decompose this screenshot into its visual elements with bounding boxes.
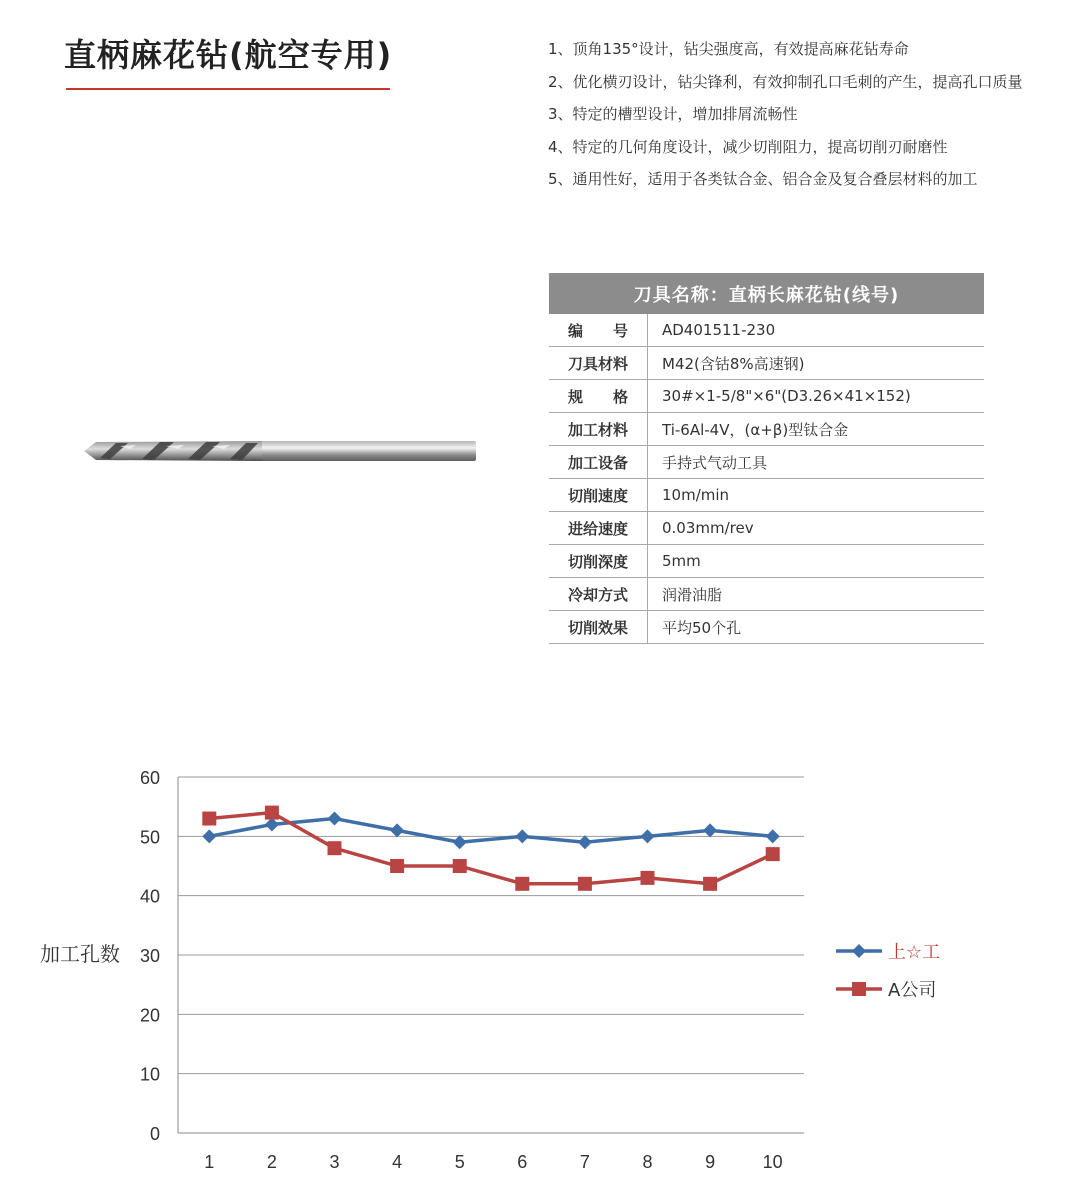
spec-row	[549, 347, 984, 380]
x-tick-label: 5	[454, 1152, 465, 1172]
feature-item: 2、优化横刃设计，钻尖锋利，有效抑制孔口毛刺的产生，提高孔口质量	[548, 72, 1023, 91]
data-point-diamond	[390, 823, 404, 837]
data-point-diamond	[515, 829, 529, 843]
legend-label: A公司	[888, 980, 937, 1001]
x-tick-label: 3	[329, 1152, 340, 1172]
x-tick-label: 10	[762, 1152, 783, 1172]
spec-table	[549, 273, 984, 644]
x-tick-label: 6	[517, 1152, 528, 1172]
data-point-square	[453, 859, 467, 873]
data-point-square	[578, 877, 592, 891]
y-tick-label: 60	[139, 768, 160, 788]
data-point-square	[641, 871, 655, 885]
spec-value: 5mm	[648, 545, 985, 578]
data-point-diamond	[703, 823, 717, 837]
twist-drill-icon	[80, 434, 480, 468]
data-point-diamond	[202, 829, 216, 843]
legend-marker-square	[852, 982, 866, 996]
spec-value: AD401511-230	[648, 314, 985, 347]
spec-label: 切削深度	[549, 545, 648, 578]
spec-value: 手持式气动工具	[648, 446, 985, 479]
spec-value: M42(含钴8%高速钢)	[648, 347, 985, 380]
spec-table-header: 刀具名称：直柄长麻花钻(线号)	[549, 273, 984, 314]
spec-label: 切削效果	[549, 611, 648, 644]
feature-list	[548, 36, 1023, 199]
series-line	[209, 819, 772, 843]
data-point-diamond	[453, 835, 467, 849]
y-tick-label: 40	[139, 886, 160, 907]
spec-row	[549, 314, 984, 347]
y-axis-label: 加工孔数	[40, 942, 120, 966]
y-tick-label: 0	[149, 1124, 160, 1144]
feature-item: 1、顶角135°设计，钻尖强度高，有效提高麻花钻寿命	[548, 40, 909, 58]
y-tick-label: 10	[139, 1064, 160, 1085]
spec-value: 平均50个孔	[648, 611, 985, 644]
data-point-diamond	[766, 829, 780, 843]
drill-shank	[258, 441, 476, 461]
spec-label: 规 格	[549, 380, 648, 413]
x-tick-label: 7	[579, 1152, 590, 1172]
spec-row	[549, 380, 984, 413]
data-point-square	[515, 877, 529, 891]
data-point-square	[390, 859, 404, 873]
data-point-square	[766, 847, 780, 861]
series-line	[209, 813, 772, 884]
spec-value: 30#×1-5/8"×6"(D3.26×41×152)	[648, 380, 985, 413]
y-tick-label: 30	[139, 946, 160, 966]
x-tick-label: 2	[266, 1152, 277, 1172]
spec-row	[549, 611, 984, 644]
data-point-square	[202, 812, 216, 826]
comparison-chart	[0, 740, 1080, 1186]
x-tick-label: 1	[204, 1152, 215, 1172]
feature-item: 4、特定的几何角度设计，减少切削阻力，提高切削刃耐磨性	[548, 137, 948, 156]
data-point-square	[328, 841, 342, 855]
spec-row	[549, 413, 984, 446]
spec-value: Ti-6Al-4V，(α+β)型钛合金	[648, 413, 985, 446]
title-underline	[66, 88, 390, 90]
spec-row	[549, 479, 984, 512]
x-tick-label: 8	[642, 1152, 653, 1172]
spec-label: 切削速度	[549, 479, 648, 512]
feature-item: 3、特定的槽型设计，增加排屑流畅性	[548, 105, 798, 124]
spec-label: 加工材料	[549, 413, 648, 446]
spec-value: 10m/min	[648, 479, 985, 512]
spec-label: 冷却方式	[549, 578, 648, 611]
data-point-diamond	[578, 835, 592, 849]
data-point-diamond	[328, 812, 342, 826]
feature-item: 5、通用性好，适用于各类钛合金、铝合金及复合叠层材料的加工	[548, 170, 978, 189]
spec-row	[549, 446, 984, 479]
data-point-square	[265, 806, 279, 820]
x-tick-label: 4	[392, 1152, 403, 1172]
spec-value: 润滑油脂	[648, 578, 985, 611]
y-tick-label: 20	[139, 1005, 160, 1026]
data-point-square	[703, 877, 717, 891]
line-chart	[0, 740, 1080, 1186]
legend-marker-diamond	[852, 944, 866, 958]
spec-row	[549, 578, 984, 611]
spec-label: 编 号	[549, 314, 648, 347]
x-tick-label: 9	[705, 1152, 716, 1172]
data-point-diamond	[641, 829, 655, 843]
spec-label: 进给速度	[549, 512, 648, 545]
page-title: 直柄麻花钻(航空专用)	[64, 36, 393, 74]
spec-label: 刀具材料	[549, 347, 648, 380]
spec-value: 0.03mm/rev	[648, 512, 985, 545]
y-tick-label: 50	[139, 827, 160, 848]
legend-label: 上☆工	[888, 942, 941, 963]
spec-row	[549, 512, 984, 545]
spec-row	[549, 545, 984, 578]
spec-label: 加工设备	[549, 446, 648, 479]
